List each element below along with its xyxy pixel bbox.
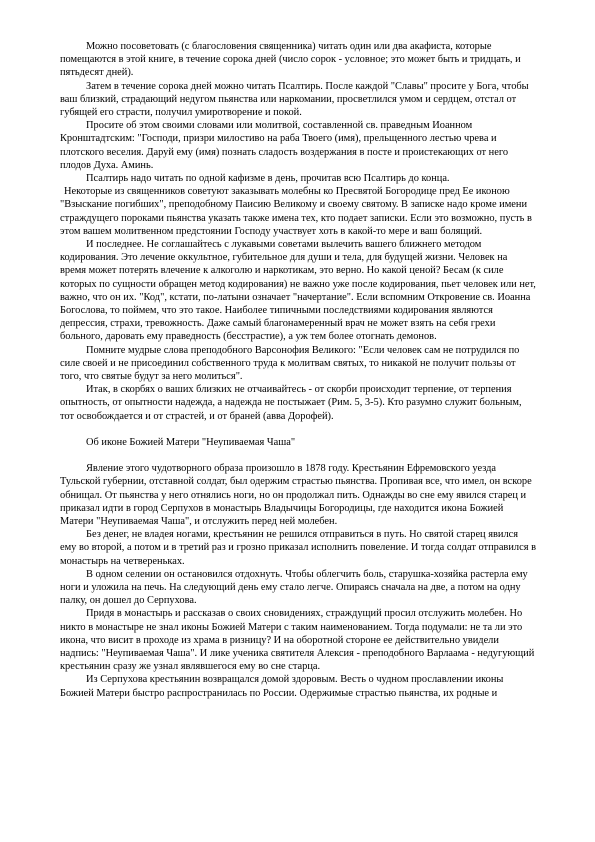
paragraph-conclusion: Итак, в скорбях о ваших близких не отчаивайтесь - от скорби происходит терпение, от терпения опытность, от опытности надежда, а надежда не постыжает (Рим. 5, 3-5). Кто разумно служит больным, тот освобождается и от страстей, и от браней (авва Дорофей). [60, 384, 522, 422]
paragraph-akathist: Можно посоветовать (с благословения священника) читать один или два акафиста, которые помещаются в этой книге, в течение сорока дней (число сорок - условное; это может быть и тридцать, и пятьдесят дней). [60, 41, 521, 79]
paragraph-apparition: Явление этого чудотворного образа произошло в 1878 году. Крестьянин Ефремовского уезда Тульской губернии, отставной солдат, был одержим страстью пьянства. Пропивая все, что имел, он вскоре обнищал. От пьянства у него отнялись ноги, но он продолжал пить. Однажды во сне ему явился старец и приказал идти в город Серпухов в монастырь Владычицы Богородицы, где находится икона Божией Матери "Неупиваемая Чаша", и отслужить перед ней молебен. [60, 463, 532, 527]
paragraph-molebens: Некоторые из священников советуют заказывать молебны ко Пресвятой Богородице пред Ее иконою "Взыскание погибших", преподобному Паисию Великому и своему святому. В записке надо кроме имени страждущего пороками пьянства указать также имена тех, кто подает записки. Если это возможно, пусть в этом вашем молитвенном предстоянии Господу участвует хоть в какой-то мере и ваш болящий. [60, 186, 532, 237]
paragraph-journey: Без денег, не владея ногами, крестьянин не решился отправиться в путь. Но святой старец явился ему во второй, а потом и в третий раз и грозно приказал исполнить повеление. И тогда солдат отправился в монастырь на четвереньках. [60, 529, 536, 567]
section-heading: Об иконе Божией Матери "Неупиваемая Чаша" [86, 436, 296, 448]
paragraph-monastery: Придя в монастырь и рассказав о своих сновидениях, страждущий просил отслужить молебен. Но никто в монастыре не знал иконы Божией Матери с таким наименованием. Тогда подумали: не та ли это икона, что висит в проходе из храма в ризницу? И на оборотной стороне ее действительно увидели надпись: "Неупиваемая Чаша". И лике ученика святителя Алексия - преподобного Варлаама - недугующий крестьянин сразу же узнал являвшегося ему во сне старца. [60, 608, 535, 673]
paragraph-village: В одном селении он остановился отдохнуть. Чтобы облегчить боль, старушка-хозяйка растерла ему ноги и уложила на печь. На следующий день ему стало легче. Опираясь сначала на две, а потом на одну палку, он дошел до Серпухова. [60, 568, 528, 607]
paragraph-prayer: Просите об этом своими словами или молитвой, составленной св. праведным Иоанном Кронштадтским: "Господи, призри милостиво на раба Твоего (имя), прельщенного лестью чрева и плотского веселия. Даруй ему (имя) познать сладость воздержания в посте и проистекающих от него плодов Духа. Аминь. [60, 120, 509, 171]
paragraph-return: Из Серпухова крестьянин возвращался домой здоровым. Весть о чудном прославлении иконы Божией Матери быстро распространилась по России. Одержимые страстью пьянства, их родные и [60, 674, 504, 699]
paragraph-kathisma: Псалтирь надо читать по одной кафизме в день, прочитав всю Псалтирь до конца. [86, 173, 450, 185]
document-page [60, 40, 536, 700]
paragraph-barsanuphius: Помните мудрые слова преподобного Варсонофия Великого: "Если человек сам не потрудился по силе своей и не присоединил собственного труда к молитвам святых, то никакой не получит пользы от того, что святые будут за него молиться". [60, 344, 520, 383]
paragraph-psalter: Затем в течение сорока дней можно читать Псалтирь. После каждой "Славы" просите у Бога, чтобы ваш близкий, страдающий недугом пьянства или наркомании, просветлился умом и сердцем, отстал от губящей его страсти, получил умиротворение и покой. [60, 80, 529, 119]
paragraph-coding: И последнее. Не соглашайтесь с лукавыми советами вылечить вашего ближнего методом кодирования. Это лечение оккультное, губительное для души и тела, для будущей жизни. Человек на время может потерять влечение к алкоголю и наркотикам, это верно. Но какой ценой? Бесам (к силе которых по сущности обращен метод кодирования) не важно уже после кодирования, пьет человек или нет, важно, что он их. "Код", кстати, по-латыни означает "начертание". Если вспомним Откровение св. Иоанна Богослова, то поймем, что это такое. Наиболее типичными последствиями кодирования являются депрессия, страхи, тревожность. Даже самый благонамеренный врач не может взять на себя грехи больного, даровать ему праведность (бесстрастие), а уж тем более отогнать демонов. [60, 239, 536, 343]
